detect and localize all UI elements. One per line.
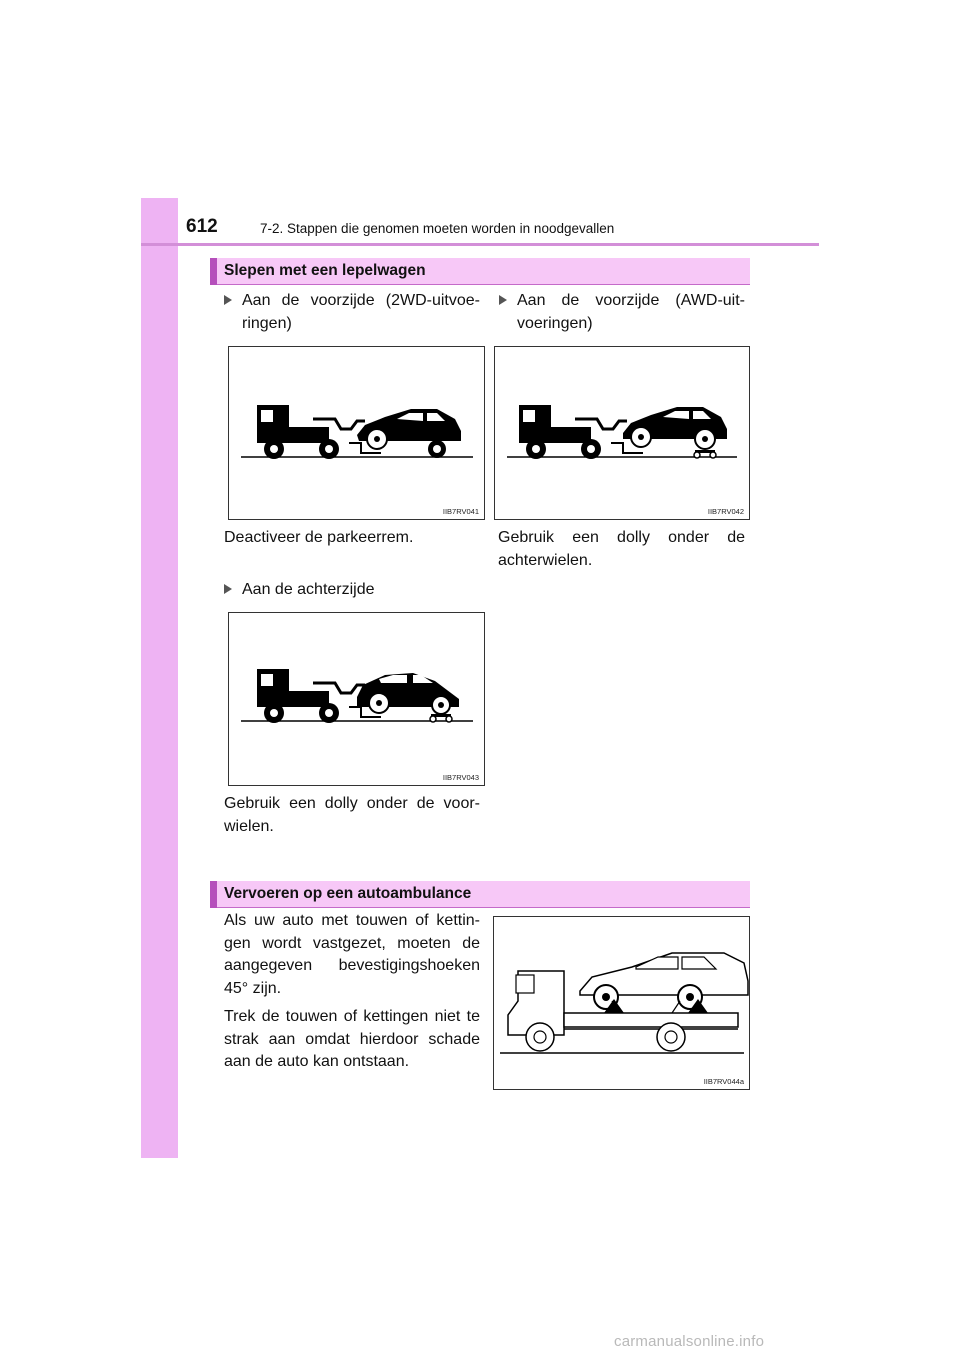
figure-code: IIB7RV043 [442,773,479,782]
paragraph-tie-down-angle: Als uw auto met touwen of kettin-gen wordt vastgezet, moeten de aangegeven bevestigingshoeken 45° zijn. [224,912,480,997]
watermark: carmanualsonline.info [614,1333,765,1350]
chapter-title: 7-2. Stappen die genomen moeten worden in noodgevallen [260,221,615,236]
bullet-text: Aan de achterzijde [242,581,375,598]
chapter-side-tab [141,198,178,1158]
header-rule [141,243,819,246]
caption-rear: Gebruik een dolly onder de voor-wielen. [224,795,480,835]
figure-code: IIB7RV042 [707,507,744,516]
bullet-text: Aan de voorzijde (2WD-uitvoe-ringen) [242,292,480,332]
caption-front-awd: Gebruik een dolly onder de achterwielen. [498,529,745,569]
caption-front-2wd: Deactiveer de parkeerrem. [224,529,414,546]
figure-tow-rear [228,612,485,786]
tow-truck-illustration [229,347,484,519]
triangle-bullet-icon [224,295,232,305]
bullet-text: Aan de voorzijde (AWD-uit-voeringen) [517,292,745,332]
section-heading-towing [210,258,750,285]
figure-tow-front-awd [494,346,750,520]
section-title: Slepen met een lepelwagen [224,262,426,279]
figure-tow-front-2wd [228,346,485,520]
figure-code: IIB7RV041 [442,507,479,516]
tow-truck-dolly-illustration [495,347,749,519]
paragraph-tension-warning: Trek de touwen of kettingen niet te strak aan omdat hierdoor schade aan de auto kan ontstaan. [224,1008,480,1070]
bullet-rear [224,578,480,601]
tow-truck-rear-illustration [229,613,484,785]
triangle-bullet-icon [499,295,507,305]
page-number: 612 [186,216,218,237]
section-heading-car-carrier [210,881,750,908]
triangle-bullet-icon [224,584,232,594]
bullet-front-awd [499,289,745,335]
figure-car-carrier [493,916,750,1090]
car-carrier-illustration [494,917,749,1089]
figure-code: IIB7RV044a [703,1077,744,1086]
section-title: Vervoeren op een autoambulance [224,885,472,902]
bullet-front-2wd [224,289,480,335]
